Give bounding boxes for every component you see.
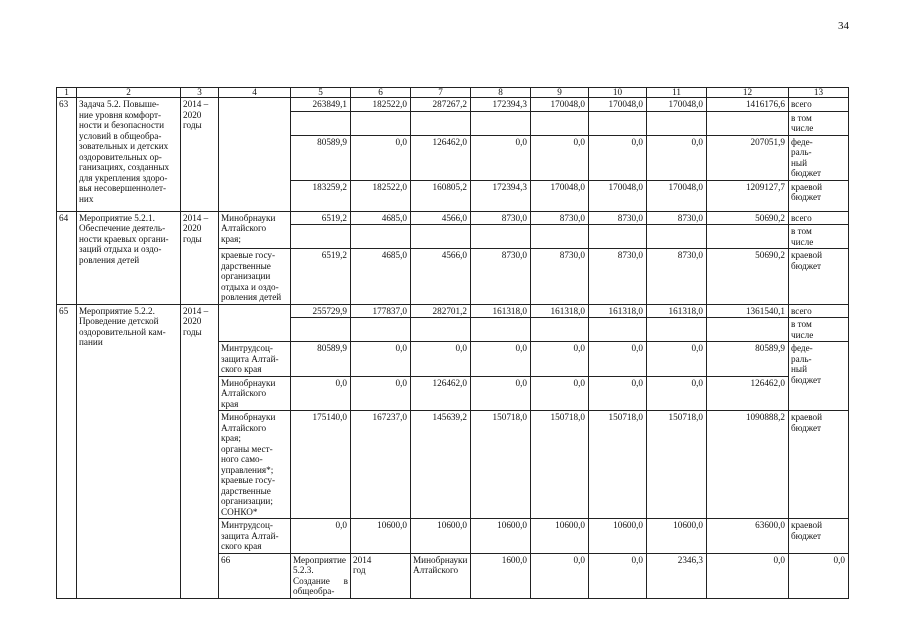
value-cell: 170048,0 (589, 98, 647, 112)
value-cell: 167237,0 (351, 411, 411, 519)
value-cell: 0,0 (351, 376, 411, 411)
value-cell (531, 111, 589, 135)
value-cell: 0,0 (707, 553, 789, 598)
value-cell (647, 318, 707, 342)
table-row (57, 304, 849, 318)
value-cell: 150718,0 (531, 411, 589, 519)
value-cell (589, 225, 647, 249)
value-cell: 10600,0 (647, 519, 707, 554)
value-cell: 0,0 (351, 135, 411, 180)
value-cell: 50690,2 (707, 211, 789, 225)
value-cell: 8730,0 (531, 211, 589, 225)
value-cell: 80589,9 (291, 342, 351, 377)
column-number-3: 3 (181, 88, 219, 98)
item-executor (219, 304, 291, 342)
value-cell: 0,0 (471, 135, 531, 180)
value-cell: 160805,2 (411, 180, 471, 211)
value-cell: 207051,9 (707, 135, 789, 180)
value-cell (291, 318, 351, 342)
value-cell: 1361540,1 (707, 304, 789, 318)
value-cell: 0,0 (589, 135, 647, 180)
value-cell: 282701,2 (411, 304, 471, 318)
page-number: 34 (838, 20, 849, 32)
value-cell: 0,0 (531, 553, 589, 598)
value-cell: 0,0 (647, 135, 707, 180)
column-number-7: 7 (411, 88, 471, 98)
funding-source: всего (789, 211, 849, 225)
value-cell: 8730,0 (471, 249, 531, 305)
item-executor: Минтрудсоц- защита Алтай- ского края (219, 519, 291, 554)
value-cell: 8730,0 (589, 211, 647, 225)
item-executor: краевые госу- дарственные организации отдыха и оздо- ровления детей (219, 249, 291, 305)
value-cell: 0,0 (291, 376, 351, 411)
value-cell (471, 111, 531, 135)
value-cell: 170048,0 (647, 98, 707, 112)
funding-source: краевой бюджет (789, 519, 849, 554)
value-cell: 0,0 (531, 376, 589, 411)
value-cell: 0,0 (531, 135, 589, 180)
funding-source: феде- раль- ный бюджет (789, 342, 849, 411)
value-cell: 0,0 (589, 342, 647, 377)
value-cell: 150718,0 (647, 411, 707, 519)
column-number-9: 9 (531, 88, 589, 98)
value-cell: 182522,0 (351, 98, 411, 112)
value-cell: 0,0 (411, 342, 471, 377)
value-cell: 172394,3 (471, 180, 531, 211)
item-executor: Минтрудсоц- защита Алтай- ского края (219, 342, 291, 377)
item-period: 2014 – 2020 годы (181, 304, 219, 598)
value-cell (411, 318, 471, 342)
column-number-5: 5 (291, 88, 351, 98)
value-cell (531, 318, 589, 342)
value-cell: 161318,0 (647, 304, 707, 318)
funding-source: краевой бюджет (789, 249, 849, 305)
funding-source: в том числе (789, 111, 849, 135)
value-cell: 0,0 (589, 553, 647, 598)
value-cell: 255729,9 (291, 304, 351, 318)
value-cell (589, 111, 647, 135)
column-number-10: 10 (589, 88, 647, 98)
funding-source: в том числе (789, 318, 849, 342)
value-cell: 0,0 (531, 342, 589, 377)
value-cell: 10600,0 (589, 519, 647, 554)
value-cell: 1209127,7 (707, 180, 789, 211)
value-cell: 6519,2 (291, 249, 351, 305)
value-cell: 10600,0 (531, 519, 589, 554)
item-executor: Минобрнауки Алтайского края (219, 376, 291, 411)
value-cell: 63600,0 (707, 519, 789, 554)
value-cell: 8730,0 (647, 249, 707, 305)
value-cell (471, 225, 531, 249)
item-executor (219, 98, 291, 212)
row-number: 64 (57, 211, 77, 304)
column-number-12: 12 (707, 88, 789, 98)
value-cell: 183259,2 (291, 180, 351, 211)
value-cell: 170048,0 (531, 180, 589, 211)
value-cell: 0,0 (351, 342, 411, 377)
item-period: 2014 год (351, 553, 411, 598)
item-executor: Минобрнауки Алтайского края; (219, 211, 291, 249)
value-cell (471, 318, 531, 342)
value-cell: 170048,0 (647, 180, 707, 211)
row-number: 66 (219, 553, 291, 598)
value-cell (589, 318, 647, 342)
value-cell: 4566,0 (411, 211, 471, 225)
value-cell (351, 225, 411, 249)
value-cell: 0,0 (789, 553, 849, 598)
item-period: 2014 – 2020 годы (181, 211, 219, 304)
value-cell: 8730,0 (589, 249, 647, 305)
funding-source: всего (789, 98, 849, 112)
value-cell: 170048,0 (589, 180, 647, 211)
column-number-13: 13 (789, 88, 849, 98)
value-cell (647, 225, 707, 249)
funding-source: краевой бюджет (789, 411, 849, 519)
column-number-8: 8 (471, 88, 531, 98)
item-executor: Минобрнауки Алтайского края; органы мест- ного само- управления*; краевые госу- дарственные организации; СОНКО* (219, 411, 291, 519)
value-cell: 0,0 (471, 376, 531, 411)
value-cell (531, 225, 589, 249)
value-cell (291, 225, 351, 249)
value-cell (351, 318, 411, 342)
item-name: Мероприятие 5.2.3. Создание в общеобра- (291, 553, 351, 598)
value-cell: 161318,0 (471, 304, 531, 318)
value-cell: 0,0 (291, 519, 351, 554)
value-cell: 50690,2 (707, 249, 789, 305)
value-cell: 150718,0 (589, 411, 647, 519)
value-cell (411, 111, 471, 135)
value-cell: 4685,0 (351, 211, 411, 225)
item-name: Задача 5.2. Повыше- ние уровня комфорт- ности и безопасности условий в общеобра- зовательных и детских оздоровительных ор- ганизациях, созданных для укрепления здоро- вья несовершеннолет- них (77, 98, 181, 212)
value-cell: 0,0 (589, 376, 647, 411)
value-cell: 10600,0 (351, 519, 411, 554)
value-cell: 1600,0 (471, 553, 531, 598)
value-cell (291, 111, 351, 135)
funding-source: всего (789, 304, 849, 318)
value-cell: 177837,0 (351, 304, 411, 318)
value-cell: 161318,0 (589, 304, 647, 318)
value-cell: 2346,3 (647, 553, 707, 598)
value-cell: 126462,0 (411, 135, 471, 180)
value-cell: 6519,2 (291, 211, 351, 225)
value-cell: 10600,0 (471, 519, 531, 554)
value-cell: 0,0 (647, 342, 707, 377)
value-cell: 175140,0 (291, 411, 351, 519)
funding-source: краевой бюджет (789, 180, 849, 211)
value-cell (707, 111, 789, 135)
value-cell: 10600,0 (411, 519, 471, 554)
header-row (57, 88, 849, 98)
value-cell: 161318,0 (531, 304, 589, 318)
value-cell (707, 225, 789, 249)
value-cell: 126462,0 (707, 376, 789, 411)
value-cell: 182522,0 (351, 180, 411, 211)
table-row (57, 211, 849, 225)
value-cell: 1416176,6 (707, 98, 789, 112)
value-cell: 4566,0 (411, 249, 471, 305)
funding-source: в том числе (789, 225, 849, 249)
column-number-2: 2 (77, 88, 181, 98)
budget-table (56, 87, 849, 599)
row-number: 65 (57, 304, 77, 598)
value-cell: 8730,0 (647, 211, 707, 225)
value-cell: 4685,0 (351, 249, 411, 305)
table-row (57, 98, 849, 112)
item-name: Мероприятие 5.2.1. Обеспечение деятель- ности краевых органи- заций отдыха и оздо- ровления детей (77, 211, 181, 304)
value-cell (647, 111, 707, 135)
value-cell: 80589,9 (707, 342, 789, 377)
item-executor: Минобрнауки Алтайского (411, 553, 471, 598)
value-cell: 0,0 (471, 342, 531, 377)
value-cell (411, 225, 471, 249)
value-cell: 1090888,2 (707, 411, 789, 519)
column-number-1: 1 (57, 88, 77, 98)
value-cell: 0,0 (647, 376, 707, 411)
column-number-4: 4 (219, 88, 291, 98)
value-cell (707, 318, 789, 342)
value-cell: 150718,0 (471, 411, 531, 519)
value-cell: 287267,2 (411, 98, 471, 112)
item-name: Мероприятие 5.2.2. Проведение детской оздоровительной кам- пании (77, 304, 181, 598)
funding-source: феде- раль- ный бюджет (789, 135, 849, 180)
value-cell: 8730,0 (471, 211, 531, 225)
value-cell: 80589,9 (291, 135, 351, 180)
value-cell (351, 111, 411, 135)
row-number: 63 (57, 98, 77, 212)
value-cell: 145639,2 (411, 411, 471, 519)
value-cell: 126462,0 (411, 376, 471, 411)
column-number-11: 11 (647, 88, 707, 98)
item-period: 2014 – 2020 годы (181, 98, 219, 212)
value-cell: 170048,0 (531, 98, 589, 112)
value-cell: 8730,0 (531, 249, 589, 305)
value-cell: 263849,1 (291, 98, 351, 112)
value-cell: 172394,3 (471, 98, 531, 112)
column-number-6: 6 (351, 88, 411, 98)
